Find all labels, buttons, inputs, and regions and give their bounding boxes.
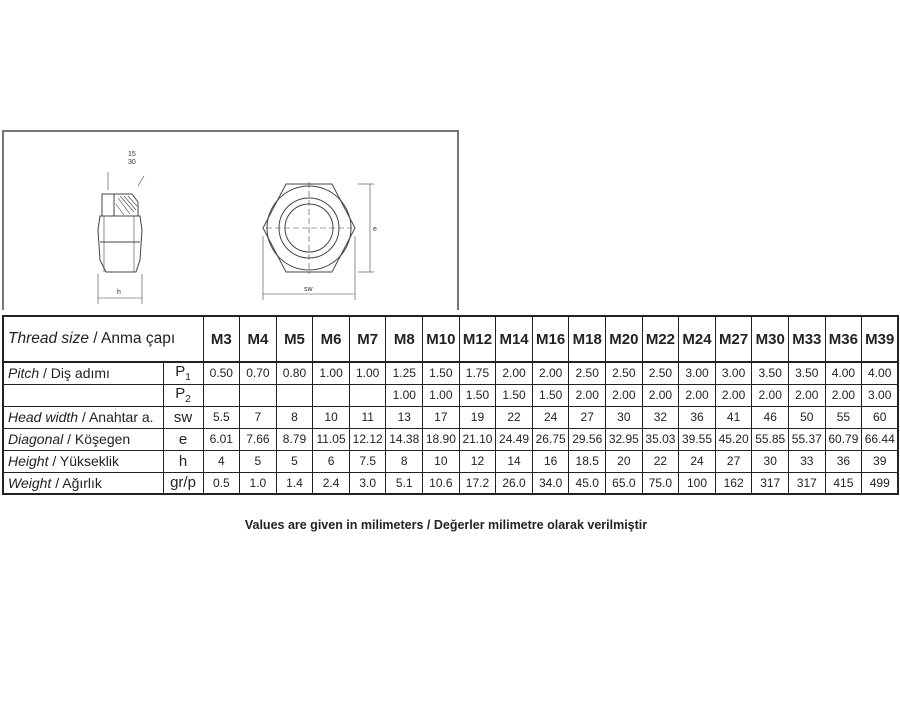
table-cell [203, 384, 240, 406]
table-row [3, 450, 898, 472]
table-cell: 45.0 [569, 472, 606, 494]
table-cell: 30 [752, 450, 789, 472]
row-symbol [163, 472, 203, 494]
thread-size-header: M18 [569, 316, 606, 362]
thread-size-header: M27 [715, 316, 752, 362]
table-row [3, 406, 898, 428]
thread-size-header: M4 [240, 316, 277, 362]
table-cell: 5 [276, 450, 313, 472]
table-cell: 27 [569, 406, 606, 428]
table-cell: 18.5 [569, 450, 606, 472]
table-cell: 1.0 [240, 472, 277, 494]
table-cell: 2.50 [642, 362, 679, 384]
table-cell: 26.75 [532, 428, 569, 450]
row-symbol [163, 362, 203, 384]
table-header-row [3, 316, 898, 362]
units-note: Values are given in milimeters / Değerler milimetre olarak verilmiştir [244, 518, 648, 532]
row-symbol-main: gr/p [170, 474, 196, 492]
table-cell: 2.50 [606, 362, 643, 384]
table-cell: 10 [313, 406, 350, 428]
table-cell: 36 [679, 406, 716, 428]
table-cell: 4 [203, 450, 240, 472]
table-cell: 162 [715, 472, 752, 494]
thread-size-header: M10 [423, 316, 460, 362]
table-cell: 3.50 [752, 362, 789, 384]
table-cell: 3.00 [862, 384, 899, 406]
row-label-turkish: / Anahtar a. [78, 409, 154, 425]
row-label [3, 362, 163, 384]
table-cell: 1.75 [459, 362, 496, 384]
row-label [3, 384, 163, 406]
table-cell: 35.03 [642, 428, 679, 450]
table-cell: 8.79 [276, 428, 313, 450]
table-cell: 60.79 [825, 428, 862, 450]
table-cell: 65.0 [606, 472, 643, 494]
row-label-turkish: / Ağırlık [51, 474, 102, 491]
table-cell: 20 [606, 450, 643, 472]
table-cell: 33 [789, 450, 826, 472]
thread-size-header: M36 [825, 316, 862, 362]
table-cell: 55.85 [752, 428, 789, 450]
table-cell: 5.1 [386, 472, 423, 494]
table-cell: 3.00 [715, 362, 752, 384]
table-cell: 8 [276, 406, 313, 428]
table-cell: 2.00 [642, 384, 679, 406]
thread-size-header: M8 [386, 316, 423, 362]
table-cell: 34.0 [532, 472, 569, 494]
side-view [98, 172, 144, 304]
table-cell: 24 [532, 406, 569, 428]
table-cell: 29.56 [569, 428, 606, 450]
row-label-turkish: / Köşegen [63, 431, 131, 447]
dim-h-label: h [117, 289, 121, 296]
row-symbol-subscript: 1 [185, 372, 191, 384]
row-symbol-main: h [178, 452, 188, 470]
table-cell: 55.37 [789, 428, 826, 450]
table-cell [313, 384, 350, 406]
thread-size-header: M3 [203, 316, 240, 362]
angle-label-15: 15 [128, 151, 136, 158]
table-cell: 317 [789, 472, 826, 494]
row-label [3, 406, 163, 428]
table-cell: 24 [679, 450, 716, 472]
table-cell: 1.00 [423, 384, 460, 406]
table-cell: 55 [825, 406, 862, 428]
row-label [3, 428, 163, 450]
table-cell: 1.00 [349, 362, 386, 384]
table-cell: 45.20 [715, 428, 752, 450]
table-cell: 27 [715, 450, 752, 472]
table-cell: 3.0 [349, 472, 386, 494]
table-cell: 7.5 [349, 450, 386, 472]
table-cell: 2.00 [496, 362, 533, 384]
table-cell: 19 [459, 406, 496, 428]
table-cell: 32 [642, 406, 679, 428]
thread-size-header: M6 [313, 316, 350, 362]
dim-e-label: e [373, 226, 377, 233]
row-label-italic: Weight [8, 474, 52, 491]
table-cell: 2.00 [752, 384, 789, 406]
table-cell: 18.90 [423, 428, 460, 450]
table-cell: 2.00 [606, 384, 643, 406]
thread-size-header: M30 [752, 316, 789, 362]
row-label [3, 472, 163, 494]
thread-size-header: M39 [862, 316, 899, 362]
table-cell [240, 384, 277, 406]
row-symbol [163, 384, 203, 406]
row-symbol [163, 406, 203, 428]
table-cell: 2.50 [569, 362, 606, 384]
table-cell: 17.2 [459, 472, 496, 494]
table-cell: 415 [825, 472, 862, 494]
table-cell: 75.0 [642, 472, 679, 494]
table-cell: 2.00 [825, 384, 862, 406]
table-cell: 66.44 [862, 428, 899, 450]
table-cell: 6.01 [203, 428, 240, 450]
table-cell: 32.95 [606, 428, 643, 450]
table-cell: 1.50 [532, 384, 569, 406]
thread-size-header: M20 [606, 316, 643, 362]
table-cell: 16 [532, 450, 569, 472]
table-cell: 14.38 [386, 428, 423, 450]
table-cell: 2.00 [532, 362, 569, 384]
table-cell: 0.80 [276, 362, 313, 384]
table-cell: 12.12 [349, 428, 386, 450]
thread-size-header: M16 [532, 316, 569, 362]
table-cell: 46 [752, 406, 789, 428]
thread-size-header: M24 [679, 316, 716, 362]
nut-dimension-table [2, 315, 899, 495]
table-cell: 13 [386, 406, 423, 428]
table-cell: 4.00 [825, 362, 862, 384]
table-cell [276, 384, 313, 406]
table-cell: 2.4 [313, 472, 350, 494]
table-cell: 11.05 [313, 428, 350, 450]
row-symbol-main: e [178, 430, 188, 448]
table-cell: 2.00 [715, 384, 752, 406]
table-cell: 39 [862, 450, 899, 472]
thread-size-label [3, 316, 203, 362]
row-symbol-main: sw [173, 408, 193, 426]
row-label [3, 450, 163, 472]
table-cell: 36 [825, 450, 862, 472]
table-cell: 10.6 [423, 472, 460, 494]
table-cell: 30 [606, 406, 643, 428]
row-label-italic: Pitch [8, 365, 40, 382]
table-cell: 1.00 [386, 384, 423, 406]
table-cell: 1.50 [496, 384, 533, 406]
table-cell: 22 [642, 450, 679, 472]
thread-size-header: M33 [789, 316, 826, 362]
thread-size-header: M22 [642, 316, 679, 362]
table-cell: 3.00 [679, 362, 716, 384]
row-label-italic: Head width [8, 409, 79, 425]
top-view [263, 182, 374, 300]
row-symbol-main: P [175, 385, 186, 402]
table-cell: 24.49 [496, 428, 533, 450]
table-cell: 1.50 [423, 362, 460, 384]
table-cell: 2.00 [569, 384, 606, 406]
table-cell: 0.70 [240, 362, 277, 384]
table-row [3, 428, 898, 450]
table-cell: 39.55 [679, 428, 716, 450]
table-cell: 5.5 [203, 406, 240, 428]
table-cell: 317 [752, 472, 789, 494]
row-symbol [163, 428, 203, 450]
table-cell: 100 [679, 472, 716, 494]
table-cell: 0.5 [203, 472, 240, 494]
table-cell: 1.25 [386, 362, 423, 384]
thread-size-header: M5 [276, 316, 313, 362]
table-cell [349, 384, 386, 406]
row-label-italic: Height [8, 453, 49, 469]
table-cell: 8 [386, 450, 423, 472]
table-cell: 17 [423, 406, 460, 428]
technical-drawing-panel [2, 130, 459, 310]
table-cell: 11 [349, 406, 386, 428]
table-cell: 1.00 [313, 362, 350, 384]
row-label-turkish: / Yükseklik [48, 453, 120, 469]
table-cell: 60 [862, 406, 899, 428]
table-cell: 6 [313, 450, 350, 472]
table-cell: 10 [423, 450, 460, 472]
table-cell: 21.10 [459, 428, 496, 450]
thread-size-header: M12 [459, 316, 496, 362]
table-cell: 26.0 [496, 472, 533, 494]
table-cell: 1.4 [276, 472, 313, 494]
table-cell: 14 [496, 450, 533, 472]
row-label-turkish: / Diş adımı [39, 365, 110, 382]
row-symbol [163, 450, 203, 472]
table-cell: 41 [715, 406, 752, 428]
thread-size-header: M7 [349, 316, 386, 362]
table-cell: 499 [862, 472, 899, 494]
table-cell: 2.00 [679, 384, 716, 406]
row-symbol-subscript: 2 [185, 394, 191, 405]
table-row [3, 472, 898, 494]
nut-technical-drawing [4, 132, 459, 312]
dim-sw-label: sw [304, 286, 313, 293]
row-label-turkish: / Anma çapı [88, 330, 176, 347]
table-cell: 3.50 [789, 362, 826, 384]
table-cell: 5 [240, 450, 277, 472]
table-cell: 1.50 [459, 384, 496, 406]
row-label-italic: Thread size [8, 330, 89, 347]
table-cell: 0.50 [203, 362, 240, 384]
table-cell: 2.00 [789, 384, 826, 406]
table-row [3, 362, 898, 384]
table-cell: 4.00 [862, 362, 899, 384]
table-cell: 22 [496, 406, 533, 428]
table-cell: 7.66 [240, 428, 277, 450]
table-cell: 12 [459, 450, 496, 472]
row-symbol-main: P [175, 363, 186, 381]
angle-label-30: 30 [128, 159, 136, 166]
row-label-italic: Diagonal [8, 431, 64, 447]
table-row [3, 384, 898, 406]
thread-size-header: M14 [496, 316, 533, 362]
table-cell: 7 [240, 406, 277, 428]
table-cell: 50 [789, 406, 826, 428]
